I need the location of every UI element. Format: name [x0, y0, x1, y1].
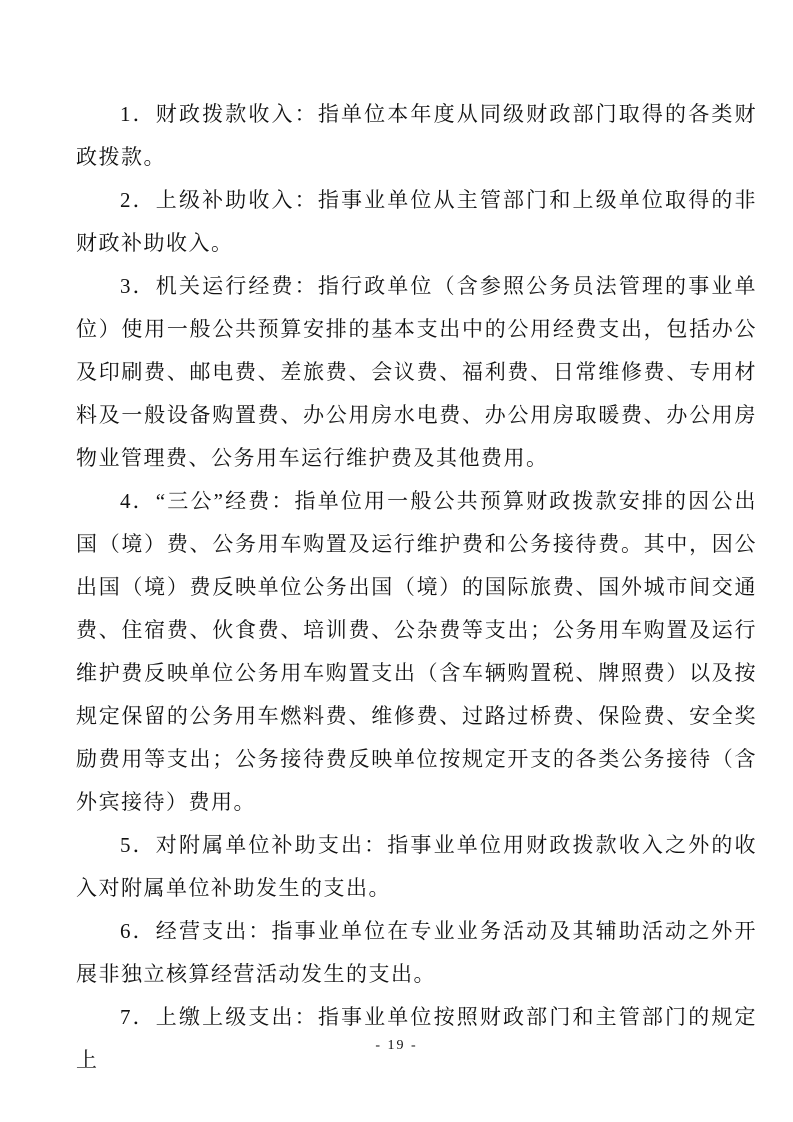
- paragraph-superior-subsidy-income: 2．上级补助收入：指事业单位从主管部门和上级单位取得的非财政补助收入。: [76, 188, 757, 255]
- paragraph-three-public-expenses: 4．“三公”经费：指单位用一般公共预算财政拨款安排的因公出国（境）费、公务用车购置及运行维护费和公务接待费。其中，因公出国（境）费反映单位公务出国（境）的国际旅费、国外城市间交通费、住宿费、伙食费、培训费、公杂费等支出；公务用车购置及运行维护费反映单位公务用车购置支出（含车辆购置税、牌照费）以及按规定保留的公务用车燃料费、维修费、过路过桥费、保险费、安全奖励费用等支出；公务接待费反映单位按规定开支的各类公务接待（含外宾接待）费用。: [76, 489, 757, 814]
- paragraph-subsidy-to-affiliated-units: 5．对附属单位补助支出：指事业单位用财政拨款收入之外的收入对附属单位补助发生的支出。: [76, 833, 757, 900]
- document-body: [76, 93, 757, 1082]
- paragraph-fiscal-appropriation-income: 1．财政拨款收入：指单位本年度从同级财政部门取得的各类财政拨款。: [76, 102, 757, 169]
- paragraph-payment-to-superior: 7．上缴上级支出：指事业单位按照财政部门和主管部门的规定上: [76, 1005, 757, 1072]
- paragraph-agency-operating-funds: 3．机关运行经费：指行政单位（含参照公务员法管理的事业单位）使用一般公共预算安排的基本支出中的公用经费支出，包括办公及印刷费、邮电费、差旅费、会议费、福利费、日常维修费、专用材料及一般设备购置费、办公用房水电费、办公用房取暖费、办公用房物业管理费、公务用车运行维护费及其他费用。: [76, 274, 757, 470]
- paragraph-operating-expenditure: 6．经营支出：指事业单位在专业业务活动及其辅助活动之外开展非独立核算经营活动发生的支出。: [76, 919, 757, 986]
- page-number: - 19 -: [375, 1038, 418, 1053]
